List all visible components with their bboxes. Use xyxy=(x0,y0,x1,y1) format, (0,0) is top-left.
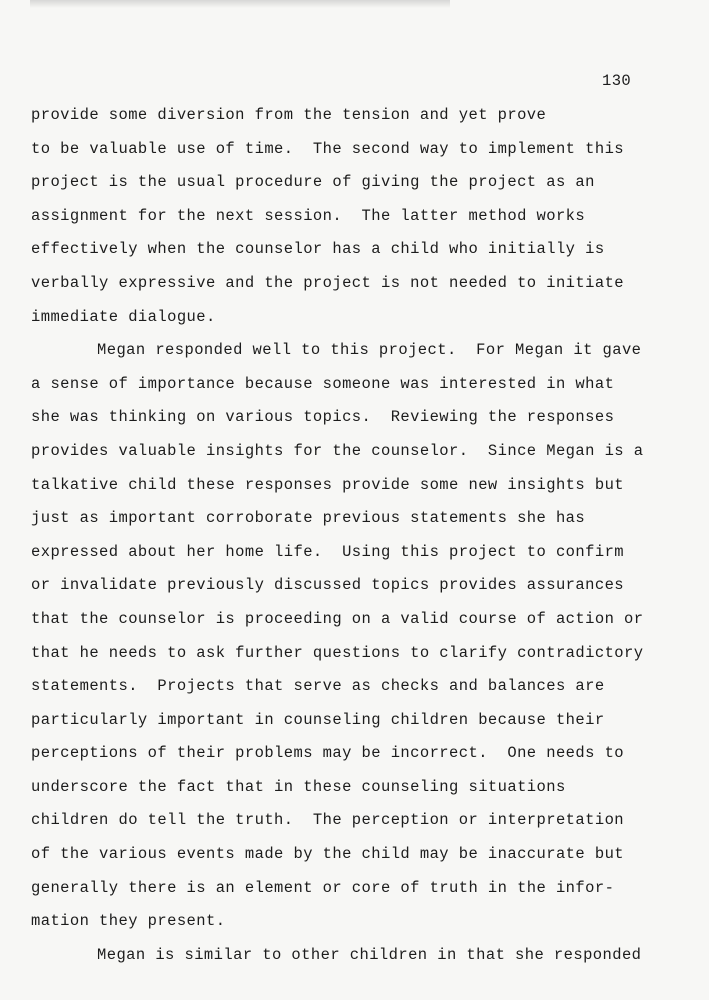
text-line: she was thinking on various topics. Reviewing the responses xyxy=(31,408,615,427)
text-line: children do tell the truth. The perception or interpretation xyxy=(31,811,625,830)
text-line: mation they present. xyxy=(31,912,226,931)
text-line: that the counselor is proceeding on a valid course of action or xyxy=(31,609,644,628)
text-line: effectively when the counselor has a child who initially is xyxy=(31,240,605,259)
text-line: to be valuable use of time. The second way to implement this xyxy=(31,139,625,158)
text-line: a sense of importance because someone was interested in what xyxy=(31,374,615,393)
text-line: provide some diversion from the tension and yet prove xyxy=(31,106,547,124)
text-line: statements. Projects that serve as checks and balances are xyxy=(31,677,605,696)
text-line: immediate dialogue. xyxy=(31,307,216,326)
text-line: Megan responded well to this project. For Megan it gave xyxy=(97,341,642,360)
text-line: of the various events made by the child may be inaccurate but xyxy=(31,845,625,864)
text-line: or invalidate previously discussed topics provides assurances xyxy=(31,576,625,595)
text-line: generally there is an element or core of truth in the infor- xyxy=(31,878,615,897)
page-number: 130 xyxy=(602,72,632,90)
body-text xyxy=(31,104,701,977)
text-line: expressed about her home life. Using this project to confirm xyxy=(31,542,625,561)
text-line: assignment for the next session. The latter method works xyxy=(31,206,586,225)
text-line: Megan is similar to other children in that she responded xyxy=(97,945,642,964)
text-line: particularly important in counseling children because their xyxy=(31,710,605,729)
text-line: project is the usual procedure of giving the project as an xyxy=(31,173,595,192)
text-line: just as important corroborate previous statements she has xyxy=(31,509,586,528)
text-line: underscore the fact that in these counseling situations xyxy=(31,777,566,796)
text-line: verbally expressive and the project is not needed to initiate xyxy=(31,273,625,292)
text-line: provides valuable insights for the counselor. Since Megan is a xyxy=(31,441,644,460)
text-line: talkative child these responses provide some new insights but xyxy=(31,475,625,494)
text-line: that he needs to ask further questions to clarify contradictory xyxy=(31,643,644,662)
scan-artifact xyxy=(30,0,450,8)
text-line: perceptions of their problems may be incorrect. One needs to xyxy=(31,744,625,763)
